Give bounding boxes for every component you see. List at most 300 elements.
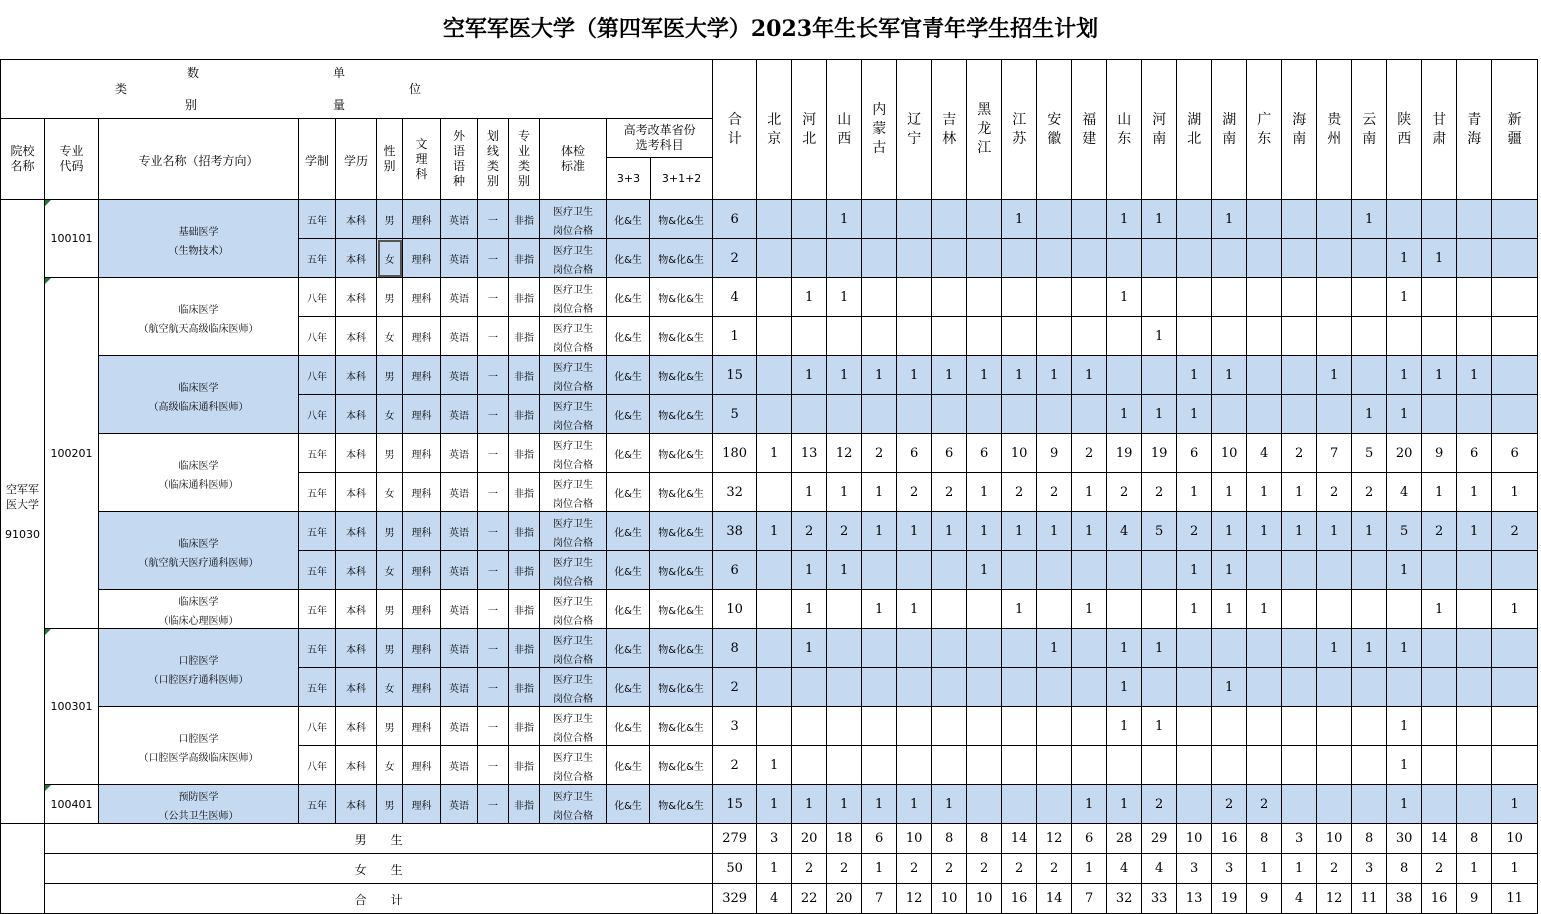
province-quota-cell [862, 668, 897, 707]
xuezhi: 八年 [307, 410, 327, 422]
header-xingbie-part: 性 [383, 144, 396, 158]
tijian-part: 医疗卫生 [553, 441, 593, 452]
summary-province-cell [1247, 824, 1282, 854]
province-quota-cell [932, 668, 967, 707]
sex: 女 [384, 254, 395, 266]
province-quota-cell [1457, 668, 1492, 707]
province-quota: 1 [1155, 718, 1164, 734]
header-total [728, 111, 742, 149]
header-province [1152, 111, 1166, 149]
summary-province-cell [1352, 824, 1387, 854]
province-quota: 12 [835, 445, 853, 461]
g312: 物&化&生 [658, 800, 704, 812]
province-quota-cell [1422, 356, 1457, 395]
province-quota-cell [827, 239, 862, 278]
row-total: 4 [730, 289, 739, 305]
major-name-part: 临床医学 [178, 304, 219, 316]
header-waiyu-part: 语 [452, 144, 465, 158]
province-quota: 1 [805, 484, 814, 500]
summary-province-cell [1492, 854, 1538, 884]
province-quota-cell [862, 278, 897, 317]
zylb-cell [509, 590, 540, 629]
province-quota: 10 [1220, 445, 1238, 461]
province-quota: 1 [1085, 367, 1094, 383]
tijian [553, 441, 593, 471]
header-province-part: 南 [1292, 130, 1307, 147]
summary-province-cell [1177, 884, 1212, 914]
major-name-cell [99, 356, 299, 434]
row-total: 2 [730, 250, 739, 266]
province-quota: 1 [1120, 796, 1129, 812]
header-province-part: 陕 [1397, 111, 1412, 128]
province-quota: 1 [875, 601, 884, 617]
summary-province: 1 [1510, 861, 1519, 876]
province-quota: 1 [875, 796, 884, 812]
zylb-cell [509, 785, 540, 824]
summary-province: 16 [1220, 831, 1238, 846]
province-quota-cell [1317, 317, 1352, 356]
header-province-part: 福 [1082, 111, 1097, 128]
province-quota-cell [1317, 590, 1352, 629]
tijian-part: 岗位合格 [553, 577, 593, 588]
wenli-cell [403, 356, 441, 395]
header-major-name: 专业名称（招考方向） [138, 153, 259, 168]
province-quota-cell [1457, 707, 1492, 746]
province-quota-cell [932, 395, 967, 434]
province-quota: 1 [1365, 523, 1374, 539]
province-quota-cell [1247, 746, 1282, 785]
sex-cell [377, 785, 403, 824]
lang-cell [441, 356, 478, 395]
summary-total: 50 [726, 861, 743, 876]
province-quota: 7 [1330, 445, 1339, 461]
g312: 物&化&生 [658, 293, 704, 305]
tijian-part: 岗位合格 [553, 538, 593, 549]
header-province [1117, 111, 1131, 149]
province-quota: 2 [1510, 523, 1519, 539]
summary-province-cell [827, 854, 862, 884]
summary-province: 6 [1085, 831, 1094, 846]
xuezhi: 五年 [307, 566, 327, 578]
province-quota-cell [1177, 239, 1212, 278]
province-quota-cell [1457, 785, 1492, 824]
lang: 英语 [449, 761, 469, 773]
summary-province-cell [1422, 854, 1457, 884]
province-quota-cell [1072, 551, 1107, 590]
major-name [139, 734, 259, 764]
header-school-part: 名称 [10, 159, 35, 173]
summary-province-cell [1352, 884, 1387, 914]
province-quota: 1 [875, 367, 884, 383]
province-quota-cell [1212, 473, 1247, 512]
province-quota-cell [1037, 434, 1072, 473]
wenli-cell [403, 512, 441, 551]
province-quota-cell [1457, 590, 1492, 629]
summary-province: 10 [975, 891, 993, 906]
xueli-cell [336, 746, 377, 785]
g312-cell [650, 746, 713, 785]
header-zhuanye-part: 专 [517, 129, 530, 143]
province-quota: 1 [1190, 484, 1199, 500]
xuezhi-cell [299, 434, 336, 473]
g33-cell [607, 239, 650, 278]
g312-cell [650, 473, 713, 512]
province-quota-cell [1247, 551, 1282, 590]
header-province [872, 101, 886, 158]
g312: 物&化&生 [658, 332, 704, 344]
province-quota: 1 [1400, 562, 1409, 578]
province-quota-cell [862, 434, 897, 473]
province-quota-cell [1142, 278, 1177, 317]
sex-cell [377, 356, 403, 395]
province-quota-cell [1352, 395, 1387, 434]
tijian-part: 医疗卫生 [553, 480, 593, 491]
corner-label-lei: 类 [115, 82, 128, 96]
lang-cell [441, 746, 478, 785]
province-quota: 1 [1015, 523, 1024, 539]
header-province-part: 南 [1362, 130, 1377, 147]
province-quota: 5 [1365, 445, 1374, 461]
province-quota-cell [1387, 317, 1422, 356]
summary-province: 11 [1360, 891, 1378, 906]
province-quota-cell [1422, 239, 1457, 278]
province-quota-cell [1317, 629, 1352, 668]
province-quota-cell [1422, 395, 1457, 434]
province-quota-cell [1107, 590, 1142, 629]
province-quota-cell [1072, 356, 1107, 395]
province-quota: 6 [910, 445, 919, 461]
major-name-part: （口腔医疗通科医师） [148, 674, 249, 686]
province-quota-cell [1072, 629, 1107, 668]
summary-label-cell [45, 854, 713, 884]
province-quota-cell [757, 746, 792, 785]
g312: 物&化&生 [658, 683, 704, 695]
province-quota-cell [1177, 200, 1212, 239]
province-quota-cell [1142, 512, 1177, 551]
xueli-cell [336, 239, 377, 278]
province-quota-cell [1002, 395, 1037, 434]
g312-cell [650, 434, 713, 473]
zylb: 非指 [514, 566, 534, 578]
zylb-cell [509, 356, 540, 395]
g33-cell [607, 278, 650, 317]
summary-province-cell [1352, 854, 1387, 884]
g33: 化&生 [614, 410, 642, 422]
header-province-part: 青 [1467, 111, 1482, 128]
header-province-part: 江 [1012, 111, 1027, 128]
tijian [553, 363, 593, 393]
tijian-cell [540, 317, 607, 356]
province-quota-cell [1002, 590, 1037, 629]
province-quota-cell [1492, 317, 1538, 356]
province-quota-cell [1037, 512, 1072, 551]
header-total-part: 计 [727, 130, 742, 147]
province-quota-cell [897, 317, 932, 356]
lang: 英语 [449, 722, 469, 734]
header-total-part: 合 [727, 111, 742, 128]
summary-province-cell [1002, 824, 1037, 854]
header-row-1 [1, 60, 1538, 119]
summary-province: 2 [1330, 861, 1339, 876]
province-quota-cell [1247, 200, 1282, 239]
xueli: 本科 [346, 332, 366, 344]
summary-province-cell [757, 884, 792, 914]
wenli-cell [403, 629, 441, 668]
summary-province: 12 [905, 891, 923, 906]
province-quota: 1 [805, 601, 814, 617]
zylb-cell [509, 200, 540, 239]
header-province [1432, 111, 1446, 149]
header-province-part: 河 [802, 111, 817, 128]
g312: 物&化&生 [658, 761, 704, 773]
sex-cell [377, 473, 403, 512]
province-quota: 1 [1190, 406, 1199, 422]
tijian-cell [540, 551, 607, 590]
summary-province: 8 [980, 831, 989, 846]
xueli: 本科 [346, 488, 366, 500]
g33: 化&生 [614, 371, 642, 383]
row-total-cell [713, 551, 757, 590]
province-quota: 1 [840, 562, 849, 578]
province-quota: 1 [1120, 640, 1129, 656]
huaxian-cell [478, 473, 509, 512]
lang-cell [441, 200, 478, 239]
tijian-cell [540, 278, 607, 317]
tijian [553, 519, 593, 549]
summary-province: 4 [1295, 891, 1304, 906]
xuezhi: 五年 [307, 488, 327, 500]
header-province-part: 州 [1327, 130, 1342, 147]
province-quota-cell [897, 551, 932, 590]
header-province-cell [757, 60, 792, 200]
province-quota-cell [792, 746, 827, 785]
zylb: 非指 [514, 644, 534, 656]
row-total: 38 [726, 523, 743, 539]
major-name [139, 305, 259, 335]
tijian-cell [540, 668, 607, 707]
header-zhuanye-part: 别 [517, 174, 530, 188]
header-province-part: 龙 [977, 121, 992, 137]
province-quota-cell [1177, 278, 1212, 317]
huaxian-cell [478, 746, 509, 785]
province-quota: 1 [1400, 718, 1409, 734]
province-quota: 1 [1330, 367, 1339, 383]
summary-label: 合 计 [354, 893, 403, 907]
province-quota: 1 [1400, 640, 1409, 656]
header-province [1397, 111, 1411, 149]
header-xueli-cell [336, 119, 377, 200]
province-quota-cell [967, 317, 1002, 356]
row-total-cell [713, 590, 757, 629]
sex: 男 [384, 527, 395, 539]
major-name-part: （高级临床通科医师） [148, 401, 249, 413]
province-quota-cell [1457, 278, 1492, 317]
g312: 物&化&生 [658, 566, 704, 578]
province-quota-cell [932, 551, 967, 590]
summary-province-cell [1247, 854, 1282, 884]
province-quota: 2 [1120, 484, 1129, 500]
g312-cell [650, 278, 713, 317]
province-quota: 1 [1225, 679, 1234, 695]
header-province-cell [1072, 60, 1107, 200]
header-waiyu-cell [441, 119, 478, 200]
province-quota: 1 [945, 523, 954, 539]
province-quota-cell [862, 785, 897, 824]
province-quota-cell [1002, 512, 1037, 551]
header-wenli-cell [403, 119, 441, 200]
province-quota-cell [1422, 707, 1457, 746]
province-quota-cell [1072, 239, 1107, 278]
major-name-cell [99, 512, 299, 590]
province-quota-cell [1002, 317, 1037, 356]
province-quota-cell [1317, 434, 1352, 473]
major-name-part: 临床医学 [178, 597, 219, 608]
header-province-part: 安 [1047, 111, 1062, 128]
header-total-cell [713, 60, 757, 200]
province-quota: 1 [1085, 523, 1094, 539]
province-quota-cell [1317, 551, 1352, 590]
province-quota-cell [757, 785, 792, 824]
g33-cell [607, 317, 650, 356]
g33-cell [607, 707, 650, 746]
province-quota-cell [757, 434, 792, 473]
province-quota-cell [1352, 785, 1387, 824]
header-tijian [561, 144, 585, 174]
summary-province-cell [1457, 824, 1492, 854]
summary-province: 1 [1260, 861, 1269, 876]
summary-province-cell [967, 854, 1002, 884]
summary-province: 8 [1400, 861, 1409, 876]
row-total: 180 [722, 445, 748, 461]
lang-cell [441, 785, 478, 824]
province-quota: 1 [1260, 484, 1269, 500]
row-total-cell [713, 395, 757, 434]
province-quota-cell [1212, 278, 1247, 317]
province-quota: 10 [1010, 445, 1028, 461]
province-quota: 2 [1155, 484, 1164, 500]
header-major-code-part: 代码 [59, 159, 84, 173]
zylb: 非指 [514, 449, 534, 461]
province-quota-cell [1282, 746, 1317, 785]
province-quota-cell [967, 278, 1002, 317]
summary-province: 3 [770, 831, 779, 846]
lang: 英语 [449, 215, 469, 227]
tijian [553, 675, 593, 705]
cell-marker-icon [45, 629, 51, 635]
province-quota-cell [792, 200, 827, 239]
wenli: 理科 [411, 527, 432, 539]
province-quota-cell [1072, 668, 1107, 707]
header-province-cell [932, 60, 967, 200]
province-quota-cell [1352, 668, 1387, 707]
province-quota: 6 [945, 445, 954, 461]
province-quota-cell [1212, 356, 1247, 395]
g33: 化&生 [614, 293, 642, 305]
summary-row [1, 854, 1538, 884]
header-province-cell [792, 60, 827, 200]
header-g312: 3+1+2 [661, 172, 702, 185]
province-quota-cell [757, 317, 792, 356]
header-province-part: 河 [1152, 111, 1167, 128]
province-quota-cell [967, 512, 1002, 551]
g33-cell [607, 512, 650, 551]
province-quota-cell [932, 317, 967, 356]
province-quota-cell [1177, 629, 1212, 668]
province-quota-cell [1212, 551, 1247, 590]
province-quota-cell [1037, 317, 1072, 356]
province-quota-cell [1387, 512, 1422, 551]
gaokao-312-cell [651, 158, 713, 200]
row-total-cell [713, 512, 757, 551]
g33: 化&生 [614, 722, 642, 734]
huaxian-cell [478, 278, 509, 317]
zylb-cell [509, 629, 540, 668]
province-quota-cell [1422, 590, 1457, 629]
xueli-cell [336, 551, 377, 590]
province-quota-cell [1002, 746, 1037, 785]
province-quota-cell [1422, 434, 1457, 473]
header-province [1222, 111, 1236, 149]
g33-cell [607, 746, 650, 785]
province-quota: 1 [1085, 796, 1094, 812]
province-quota-cell [1492, 356, 1538, 395]
province-quota: 2 [1050, 484, 1059, 500]
header-province-part: 京 [767, 130, 782, 147]
school-name [5, 482, 40, 542]
header-province-cell [897, 60, 932, 200]
header-province-part: 林 [942, 130, 957, 147]
province-quota-cell [1002, 434, 1037, 473]
major-name [159, 597, 239, 627]
header-province-part: 北 [1187, 130, 1202, 147]
major-name-part: （航空航天医疗通科医师） [138, 557, 259, 569]
province-quota: 2 [805, 523, 814, 539]
zylb: 非指 [514, 761, 534, 773]
wenli-cell [403, 200, 441, 239]
province-quota: 1 [1435, 367, 1444, 383]
province-quota-cell [1177, 590, 1212, 629]
tijian [553, 480, 593, 510]
sex: 男 [384, 605, 395, 617]
province-quota-cell [1072, 512, 1107, 551]
province-quota: 1 [1155, 328, 1164, 344]
tijian [553, 636, 593, 666]
province-quota: 9 [1050, 445, 1059, 461]
province-quota-cell [1422, 551, 1457, 590]
header-zhuanye [518, 129, 530, 189]
province-quota-cell [1422, 200, 1457, 239]
province-quota: 1 [910, 523, 919, 539]
province-quota-cell [1142, 434, 1177, 473]
g312-cell [650, 590, 713, 629]
province-quota-cell [897, 434, 932, 473]
xuezhi-cell [299, 590, 336, 629]
xueli: 本科 [346, 683, 366, 695]
zylb-cell [509, 668, 540, 707]
province-quota-cell [827, 551, 862, 590]
xueli: 本科 [346, 254, 366, 266]
province-quota-cell [1492, 707, 1538, 746]
province-quota: 1 [840, 367, 849, 383]
province-quota-cell [897, 239, 932, 278]
province-quota-cell [1107, 629, 1142, 668]
xuezhi-cell [299, 239, 336, 278]
province-quota-cell [897, 512, 932, 551]
province-quota: 1 [1330, 523, 1339, 539]
province-quota: 1 [1365, 406, 1374, 422]
major-name [159, 461, 239, 491]
wenli-cell [403, 590, 441, 629]
